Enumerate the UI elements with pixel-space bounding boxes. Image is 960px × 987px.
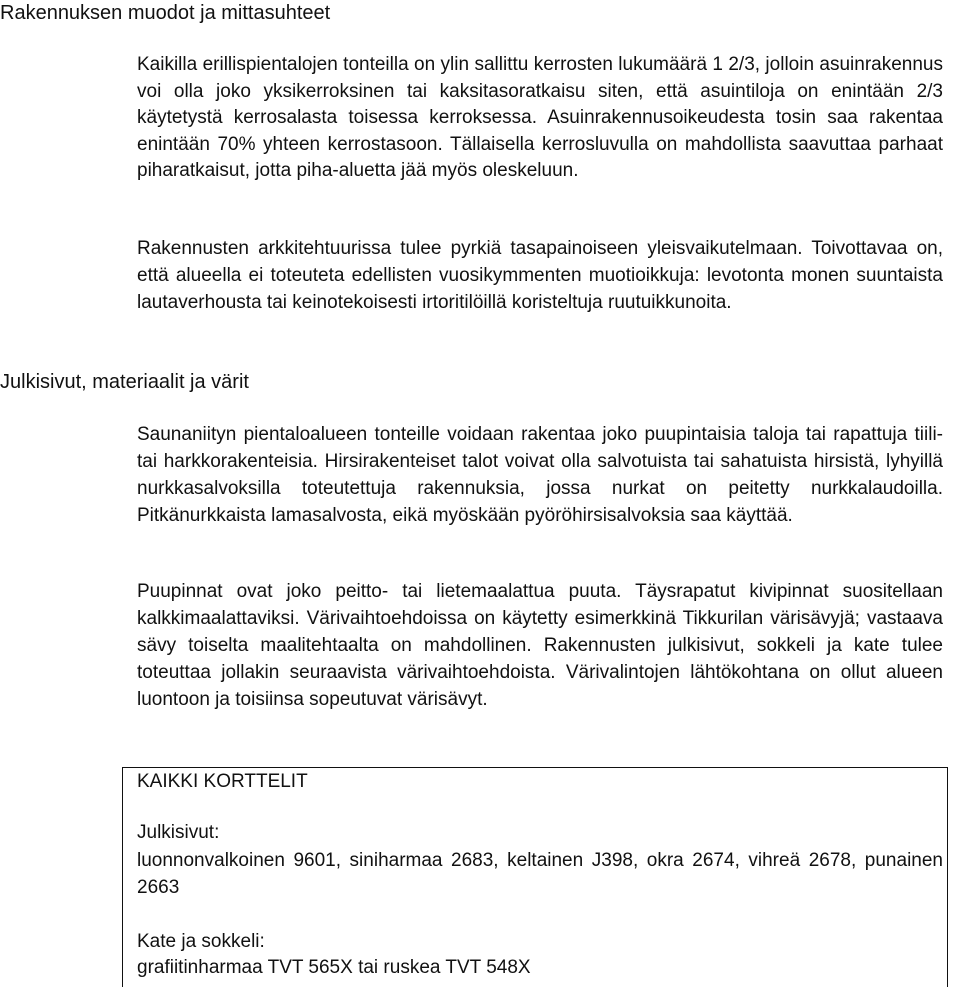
paragraph-architecture: Rakennusten arkkitehtuurissa tulee pyrkiä tasapainoiseen yleisvaikutelmaan. Toivottavaa on, että alueella ei toteuteta edellisten vuosikymmenten muotioikkuja: levotonta monen suuntaista lautaverhousta tai keinotekoisesti irtoritilöillä koristeltuja ruutuikkunoita. [137, 238, 943, 313]
paragraph-surface-colors: Puupinnat ovat joko peitto- tai lietemaalattua puuta. Täysrapatut kivipinnat suositellaan kalkkimaalattaviksi. Värivaihtoehdoissa on käytetty esimerkkinä Tikkurilan värisävyjä; vastaava sävy toiselta maalitehtaalta on mahdollinen. Rakennusten julkisivut, sokkeli ja kate tulee toteuttaa jollakin seuraavista värivaihtoehdoista. Värivalintojen lähtökohtana on ollut alueen luontoon ja toisiinsa sopeutuvat värisävyt. [137, 581, 943, 710]
section-heading-facades-materials-colors: Julkisivut, materiaalit ja värit [0, 371, 249, 393]
roof-plinth-label: Kate ja sokkeli: [137, 931, 265, 952]
box-title: KAIKKI KORTTELIT [137, 771, 308, 792]
paragraph-building-materials: Saunaniityn pientaloalueen tonteille voidaan rakentaa joko puupintaisia taloja tai rapattuja tiili- tai harkkorakenteisia. Hirsirakenteiset talot voivat olla salvotuista tai sahatuista hirsistä, lyhyillä nurkkasalvoksilla toteutettuja rakennuksia, jossa nurkat on peitetty nurkkalaudoilla. Pitkänurkkaista lamasalvosta, eikä myöskään pyöröhirsisalvoksia saa käyttää. [137, 424, 943, 526]
roof-plinth-color-list: grafiitinharmaa TVT 565X tai ruskea TVT 548X [137, 957, 531, 978]
facades-color-list: luonnonvalkoinen 9601, siniharmaa 2683, keltainen J398, okra 2674, vihreä 2678, punainen 2663 [137, 850, 943, 898]
paragraph-floor-count: Kaikilla erillispientalojen tonteilla on ylin sallittu kerrosten lukumäärä 1 2/3, jolloin asuinrakennus voi olla joko yksikerroksinen tai kaksitasoratkaisu siten, että asuintiloja on enintään 2/3 käytetystä kerrosalasta toisessa kerroksessa. Asuinrakennusoikeudesta tosin saa rakentaa enintään 70% yhteen kerrostasoon. Tällaisella kerrosluvulla on mahdollista saavuttaa parhaat piharatkaisut, jotta piha-aluetta jää myös oleskeluun. [137, 54, 943, 181]
section-heading-building-forms: Rakennuksen muodot ja mittasuhteet [0, 2, 331, 24]
facades-label: Julkisivut: [137, 822, 220, 843]
